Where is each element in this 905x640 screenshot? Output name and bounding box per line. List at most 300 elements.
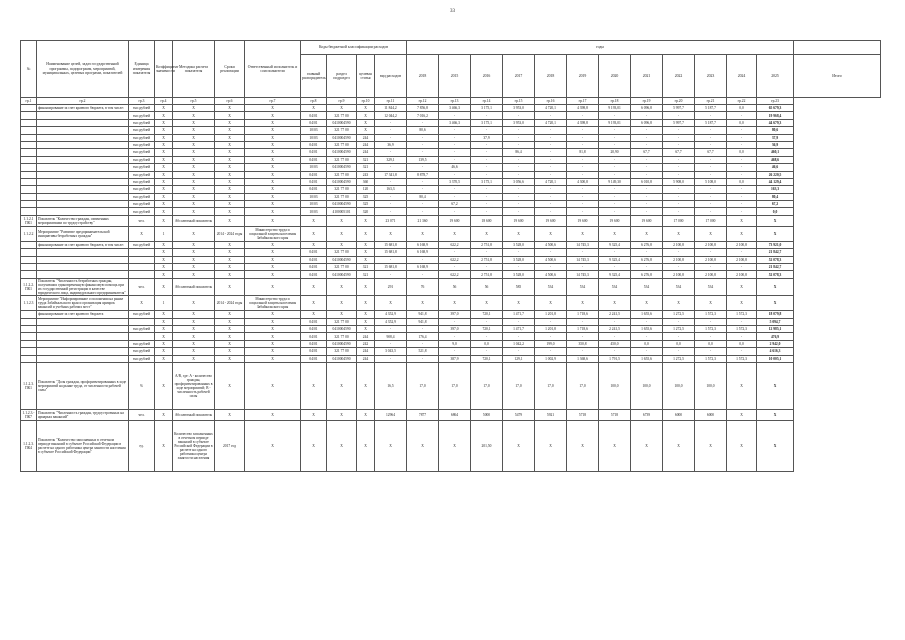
table-cell: - [727, 318, 757, 325]
table-cell: 720,1 [471, 326, 503, 333]
table-cell: 1 572,3 [727, 311, 757, 318]
header-years-group: годы [407, 41, 794, 55]
table-cell: - [567, 333, 599, 340]
table-cell: X [327, 215, 357, 226]
table-cell: X [245, 340, 301, 347]
table-cell: - [503, 134, 535, 141]
table-cell: 9 325,4 [599, 256, 631, 263]
table-cell: 3 056,6 [503, 178, 535, 185]
table-cell: 622,2 [439, 271, 471, 278]
table-cell [37, 178, 129, 185]
table-cell: 321 77 00 [327, 112, 357, 119]
table-cell: 321 77 00 [327, 333, 357, 340]
column-number-cell: гр.20 [663, 98, 695, 105]
table-cell: 19 600 [535, 215, 567, 226]
table-cell: 18 600 [471, 215, 503, 226]
table-cell: 3 528,0 [503, 271, 535, 278]
table-cell: X [215, 208, 245, 215]
table-cell: 242 [357, 340, 375, 347]
header-kbk: Коды бюджетной классификации расходов [301, 41, 407, 55]
table-cell: X [155, 149, 173, 156]
table-cell: 3 953,0 [503, 105, 535, 112]
table-cell: 6 096,8 [631, 119, 663, 126]
table-cell: - [727, 333, 757, 340]
table-cell: - [663, 201, 695, 208]
table-cell: 1.1.2.3 [21, 296, 37, 311]
table-cell: - [599, 193, 631, 200]
table-cell: 26 220,5 [757, 171, 794, 178]
column-number-cell: гр.12 [407, 98, 439, 105]
table-cell: - [567, 127, 599, 134]
table-cell: - [471, 149, 503, 156]
table-cell: 321 [357, 264, 375, 271]
table-cell: X [695, 421, 727, 472]
table-cell: 19 600 [439, 215, 471, 226]
table-cell: тыс.рублей [129, 178, 155, 185]
column-number-cell: гр.10 [357, 98, 375, 105]
table-cell: 534 [695, 278, 727, 296]
table-cell: - [599, 249, 631, 256]
table-cell: - [407, 164, 439, 171]
table-row [21, 318, 881, 325]
table-cell: 321 77 00 [327, 186, 357, 193]
table-cell: X [215, 134, 245, 141]
column-number-cell: гр.14 [471, 98, 503, 105]
table-cell: 4 352,9 [375, 311, 407, 318]
table-cell: - [599, 264, 631, 271]
table-cell: - [727, 264, 757, 271]
table-cell: 6 096,8 [631, 105, 663, 112]
table-cell: чел. [129, 410, 155, 421]
table-cell: 941,8 [407, 318, 439, 325]
header-year: 2023 [695, 55, 727, 98]
table-cell: X [535, 421, 567, 472]
table-cell: 0,0 [727, 340, 757, 347]
table-cell [21, 241, 37, 248]
table-cell: - [727, 208, 757, 215]
table-cell: 4 398,8 [567, 105, 599, 112]
table-cell: 4100005101 [327, 208, 357, 215]
table-cell: - [567, 193, 599, 200]
table-row [21, 264, 881, 271]
table-cell: 17,0 [535, 363, 567, 410]
table-cell: X [215, 127, 245, 134]
table-cell: 4 398,8 [567, 119, 599, 126]
table-cell: 12 044,2 [375, 112, 407, 119]
table-cell: - [439, 249, 471, 256]
table-cell: - [599, 348, 631, 355]
table-cell: 5 108,0 [695, 178, 727, 185]
table-cell: тыс.рублей [129, 164, 155, 171]
table-cell: - [503, 201, 535, 208]
table-cell: X [215, 410, 245, 421]
table-cell: - [631, 164, 663, 171]
table-cell: X [245, 326, 301, 333]
table-cell: финансирование за счет краевого бюджета, в том числе: [37, 241, 129, 248]
table-cell: 1 272,5 [663, 311, 695, 318]
table-cell: - [375, 164, 407, 171]
table-cell: X [663, 296, 695, 311]
table-cell: - [535, 201, 567, 208]
column-number-cell: гр.23 [757, 98, 794, 105]
table-cell: - [727, 171, 757, 178]
table-cell: 243 [357, 171, 375, 178]
table-cell: 67,7 [663, 149, 695, 156]
table-cell: - [695, 348, 727, 355]
table-cell: - [567, 156, 599, 163]
table-cell [21, 256, 37, 263]
table-cell: X [155, 326, 173, 333]
table-cell: X [215, 278, 245, 296]
table-cell: 5718 [567, 410, 599, 421]
table-cell: - [567, 249, 599, 256]
table-cell: - [471, 208, 503, 215]
column-number-cell: гр.18 [599, 98, 631, 105]
table-cell: X [155, 112, 173, 119]
table-cell: X [155, 171, 173, 178]
table-cell: 2 100,8 [663, 241, 695, 248]
table-cell: 321 77 00 [327, 264, 357, 271]
table-cell: 12 985,1 [757, 326, 794, 333]
table-cell: - [727, 201, 757, 208]
table-cell: X [357, 241, 375, 248]
table-cell: 65 679,3 [757, 105, 794, 112]
table-cell: - [727, 164, 757, 171]
table-cell: 1 042,2 [503, 340, 535, 347]
table-cell: 1 471,7 [503, 311, 535, 318]
table-cell: - [535, 164, 567, 171]
column-number-cell: гр.3 [129, 98, 155, 105]
table-cell [21, 171, 37, 178]
table-cell: 2 942,0 [757, 340, 794, 347]
table-cell: - [631, 318, 663, 325]
table-cell: 4 500,6 [535, 271, 567, 278]
table-cell: 19 600 [631, 215, 663, 226]
table-cell: 2014 - 2024 годы [215, 296, 245, 311]
table-cell: 476,9 [757, 333, 794, 340]
table-cell: 329,1 [375, 156, 407, 163]
table-cell: Показатель "Численность граждан, трудоустроенных на ярмарках вакансий" [37, 410, 129, 421]
table-cell: 321 77 00 [327, 348, 357, 355]
table-cell: - [471, 249, 503, 256]
table-cell [21, 119, 37, 126]
table-cell: 2 241,5 [599, 326, 631, 333]
table-cell [21, 149, 37, 156]
table-cell: 46,6 [757, 164, 794, 171]
column-number-cell: гр.21 [695, 98, 727, 105]
table-cell: X [245, 249, 301, 256]
table-cell: X [727, 278, 757, 296]
table-cell: 17,0 [471, 363, 503, 410]
column-number-cell: гр.2 [37, 98, 129, 105]
table-cell: X [245, 348, 301, 355]
header-year: 2019 [567, 55, 599, 98]
table-cell: 5 187,7 [695, 119, 727, 126]
table-cell [21, 141, 37, 148]
table-cell [21, 271, 37, 278]
table-cell [37, 340, 129, 347]
table-cell: 2 751,8 [471, 271, 503, 278]
table-cell: - [663, 112, 695, 119]
table-cell: 350,8 [567, 340, 599, 347]
table-cell: X [215, 171, 245, 178]
table-cell: 1.1.2.2. ПК1 [21, 278, 37, 296]
table-cell: - [695, 127, 727, 134]
table-cell: 37,9 [757, 134, 794, 141]
table-cell: X [155, 141, 173, 148]
table-cell: X [327, 105, 357, 112]
table-cell: X [757, 278, 794, 296]
table-cell: X [245, 105, 301, 112]
table-cell: X [155, 186, 173, 193]
table-cell: - [471, 264, 503, 271]
table-row [21, 241, 881, 248]
table-cell: 5 908,0 [663, 178, 695, 185]
table-cell: - [663, 318, 695, 325]
column-number-cell: гр.17 [567, 98, 599, 105]
table-cell: - [535, 127, 567, 134]
table-cell: - [599, 112, 631, 119]
table-cell: - [535, 249, 567, 256]
table-cell: X [301, 105, 327, 112]
table-row [21, 149, 881, 156]
table-cell: 0,0 [695, 340, 727, 347]
table-cell: 04/01 [301, 256, 327, 263]
table-cell: X [301, 278, 327, 296]
table-cell: 04/01 [301, 178, 327, 185]
table-cell: X [155, 193, 173, 200]
table-cell: X [599, 226, 631, 241]
table-cell: X [129, 296, 155, 311]
table-cell: X [631, 421, 663, 472]
table-cell: тыс.рублей [129, 149, 155, 156]
table-cell: X [327, 363, 357, 410]
table-cell: 1 [155, 296, 173, 311]
table-cell: - [503, 193, 535, 200]
table-row [21, 134, 881, 141]
table-cell [21, 164, 37, 171]
table-cell: 5921 [535, 410, 567, 421]
table-cell: X [215, 340, 245, 347]
table-cell: X [215, 112, 245, 119]
table-cell: тыс.рублей [129, 127, 155, 134]
table-cell [129, 318, 155, 325]
table-cell: 80,4 [407, 193, 439, 200]
table-cell: - [503, 333, 535, 340]
table-cell: 0410004590 [327, 164, 357, 171]
table-cell: тыс.рублей [129, 105, 155, 112]
table-cell [21, 311, 37, 318]
table-cell: - [471, 186, 503, 193]
table-cell: X [215, 355, 245, 362]
column-number-cell: гр.22 [727, 98, 757, 105]
table-cell: - [375, 149, 407, 156]
table-cell: тыс.рублей [129, 171, 155, 178]
table-cell [37, 112, 129, 119]
table-cell: 387,9 [439, 355, 471, 362]
table-cell: 04/01 [301, 171, 327, 178]
table-cell: X [245, 193, 301, 200]
table-cell: - [599, 141, 631, 148]
table-cell: 19 968,4 [757, 112, 794, 119]
table-cell: 1 272,5 [663, 326, 695, 333]
table-cell: - [727, 141, 757, 148]
table-row [21, 112, 881, 119]
table-cell: 4 616,3 [757, 348, 794, 355]
table-cell: 19 600 [599, 215, 631, 226]
table-cell: 0,0 [727, 178, 757, 185]
table-cell: X [215, 186, 245, 193]
table-row [21, 326, 881, 333]
table-cell: - [471, 171, 503, 178]
column-number-row [21, 98, 881, 105]
table-cell [21, 186, 37, 193]
table-cell: 1 201,8 [535, 311, 567, 318]
table-cell: 450,0 [599, 340, 631, 347]
table-cell: - [439, 348, 471, 355]
table-cell: - [631, 141, 663, 148]
table-cell [21, 355, 37, 362]
column-number-cell: гр.11 [375, 98, 407, 105]
table-cell: 37,9 [471, 134, 503, 141]
table-cell: - [407, 256, 439, 263]
table-cell: ед. [129, 421, 155, 472]
table-cell: - [471, 318, 503, 325]
table-cell: - [375, 134, 407, 141]
table-cell: 5479 [503, 410, 535, 421]
table-cell: 9 325,4 [599, 271, 631, 278]
table-cell: 3 175,1 [471, 105, 503, 112]
table-cell: - [535, 149, 567, 156]
table-cell: 80,6 [407, 127, 439, 134]
table-cell: 17 000 [695, 215, 727, 226]
table-row [21, 333, 881, 340]
table-cell: X [173, 333, 215, 340]
table-cell: 1 718,6 [567, 311, 599, 318]
table-cell: Показатель "Доля граждан, профориентированных в ходе мероприятий на рынке труда, от численности рабочей силы" [37, 363, 129, 410]
table-cell: - [631, 186, 663, 193]
table-cell: X [301, 311, 327, 318]
table-row [21, 410, 881, 421]
table-cell: - [439, 134, 471, 141]
table-cell: 5 997,7 [663, 105, 695, 112]
table-cell: - [599, 164, 631, 171]
header-kbk-1: раздел подраздел [327, 55, 357, 98]
table-cell: X [245, 127, 301, 134]
table-cell: X [173, 355, 215, 362]
table-cell: - [471, 333, 503, 340]
table-cell: 1.1.2.3.-ПК7 [21, 410, 37, 421]
table-cell: - [631, 156, 663, 163]
table-cell: 04/01 [301, 119, 327, 126]
table-cell: X [631, 226, 663, 241]
table-cell: - [631, 134, 663, 141]
table-cell: Показатель "Численность безработных граждан, получивших единовременную финансовую помощь при их государственной регистрации в качестве юридического лица, индивидуального предпринимателя" [37, 278, 129, 296]
table-cell: 2 100,8 [695, 256, 727, 263]
table-cell: X [357, 215, 375, 226]
table-cell: X [757, 363, 794, 410]
table-cell: - [567, 201, 599, 208]
table-cell: 622,2 [439, 256, 471, 263]
table-cell: % [129, 363, 155, 410]
table-cell: 4 720,1 [535, 119, 567, 126]
table-cell: X [173, 241, 215, 248]
table-cell: X [375, 226, 407, 241]
table-cell: 2 100,8 [727, 241, 757, 248]
table-cell [37, 249, 129, 256]
table-cell: 244 [357, 333, 375, 340]
table-cell: 6 168,9 [407, 264, 439, 271]
table-cell: - [567, 186, 599, 193]
table-cell [37, 348, 129, 355]
table-cell: Абсолютный показатель [173, 278, 215, 296]
table-cell: X [215, 105, 245, 112]
table-cell: 0,0 [663, 340, 695, 347]
table-cell: X [155, 278, 173, 296]
table-cell: Мероприятие "Информирование о положении на рынке труда Забайкальского края и организация ярмарок вакансий и учебных рабочих мест" [37, 296, 129, 311]
header-coef: Коэффициент значимости [155, 41, 173, 98]
table-cell: X [173, 164, 215, 171]
table-row [21, 421, 881, 472]
table-cell: X [245, 119, 301, 126]
table-cell: 10/03 [301, 134, 327, 141]
table-cell: 2 100,8 [727, 271, 757, 278]
table-cell: X [245, 278, 301, 296]
table-cell: - [535, 112, 567, 119]
table-cell: X [245, 355, 301, 362]
table-cell: 1 718,6 [567, 326, 599, 333]
table-cell: X [155, 363, 173, 410]
table-cell: 291 [375, 278, 407, 296]
table-cell: - [599, 171, 631, 178]
table-cell: X [599, 421, 631, 472]
table-row [21, 178, 881, 185]
table-cell: X [155, 127, 173, 134]
table-cell: X [245, 311, 301, 318]
column-number-cell: гр.5 [173, 98, 215, 105]
table-cell: - [375, 256, 407, 263]
table-cell: 04/01 [301, 340, 327, 347]
table-cell: X [173, 249, 215, 256]
table-cell: тыс.рублей [129, 208, 155, 215]
table-cell: 163,3 [757, 186, 794, 193]
table-cell: 1 572,3 [727, 326, 757, 333]
table-cell: - [663, 208, 695, 215]
table-cell: - [535, 156, 567, 163]
table-cell: X [301, 241, 327, 248]
table-row [21, 296, 881, 311]
table-cell: - [375, 340, 407, 347]
table-cell: 7 016,2 [407, 112, 439, 119]
table-cell [129, 271, 155, 278]
table-cell: X [357, 311, 375, 318]
table-cell: X [727, 215, 757, 226]
table-cell: - [503, 264, 535, 271]
table-cell: 7 856,8 [407, 105, 439, 112]
table-cell: 5000 [471, 410, 503, 421]
table-cell: X [375, 296, 407, 311]
table-cell: 21 360 [407, 215, 439, 226]
table-cell: 80,6 [757, 127, 794, 134]
table-cell: 5 187,7 [695, 105, 727, 112]
table-cell: - [471, 112, 503, 119]
table-cell: - [663, 164, 695, 171]
table-cell: - [407, 178, 439, 185]
table-cell: Мероприятие "Развитие предпринимательской инициативы безработных граждан" [37, 226, 129, 241]
table-cell: X [245, 164, 301, 171]
table-cell: 176,4 [407, 333, 439, 340]
table-cell: - [599, 134, 631, 141]
